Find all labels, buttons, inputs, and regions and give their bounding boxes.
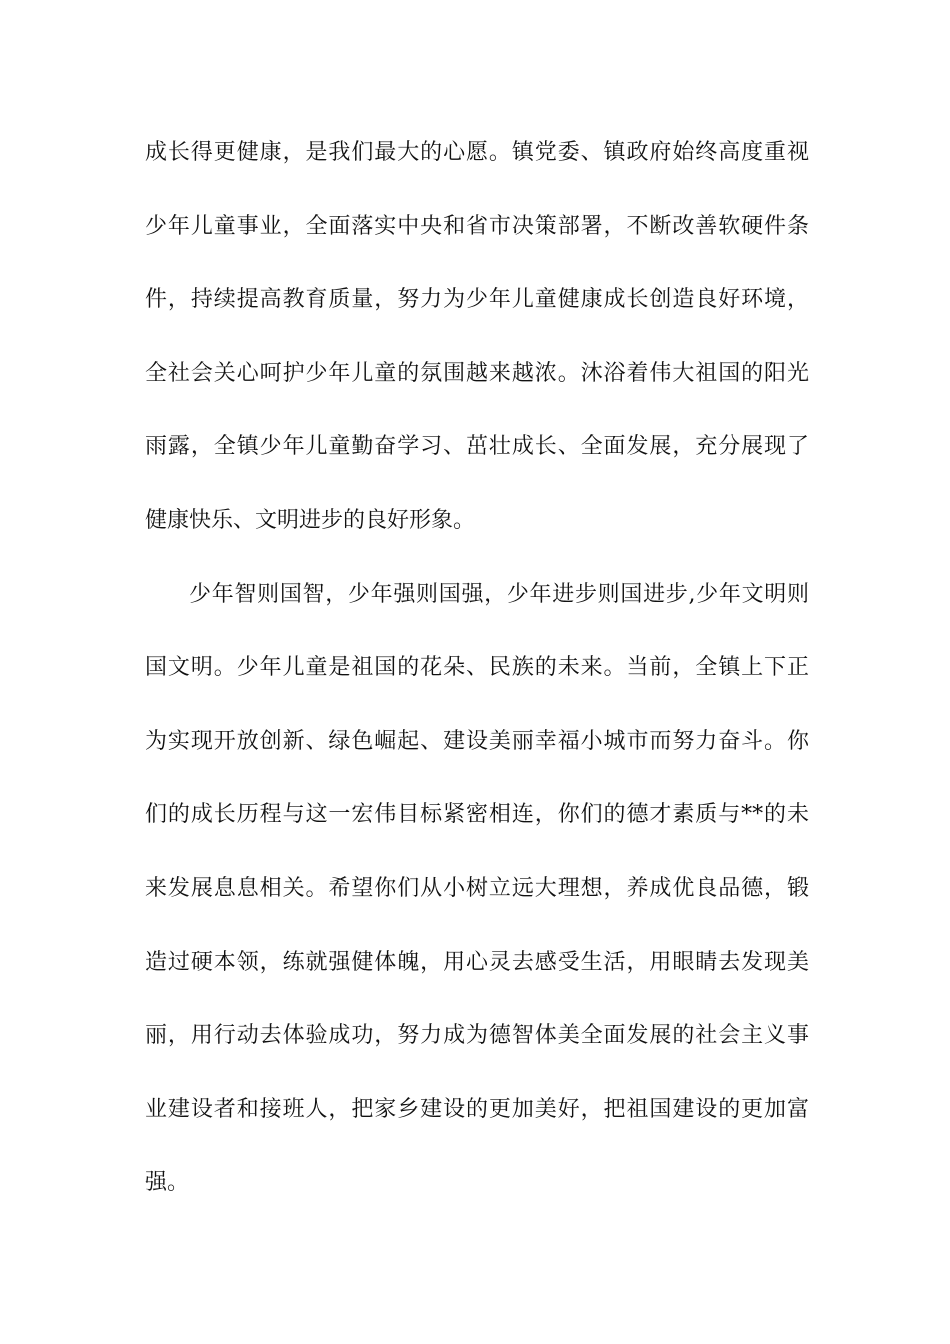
text-line: 强。	[145, 1170, 190, 1196]
text-line: 成长得更健康，是我们最大的心愿。镇党委、镇政府始终高度重视	[145, 140, 809, 165]
text-line: 造过硬本领，练就强健体魄，用心灵去感受生活，用眼睛去发现美	[145, 949, 809, 975]
text-line: 国文明。少年儿童是祖国的花朵、民族的未来。当前，全镇上下正	[145, 655, 809, 681]
text-line: 业建设者和接班人，把家乡建设的更加美好，把祖国建设的更加富	[145, 1096, 809, 1122]
paragraph-first-line: 少年智则国智，少年强则国强，少年进步则国进步,少年文明则	[189, 581, 809, 607]
document-body	[145, 130, 809, 1234]
text-line: 雨露，全镇少年儿童勤奋学习、茁壮成长、全面发展，充分展现了	[145, 434, 809, 460]
text-line: 丽，用行动去体验成功，努力成为德智体美全面发展的社会主义事	[145, 1023, 809, 1049]
text-line: 来发展息息相关。希望你们从小树立远大理想，养成优良品德，锻	[145, 875, 809, 901]
text-line: 少年儿童事业，全面落实中央和省市决策部署，不断改善软硬件条	[145, 213, 809, 239]
text-line: 全社会关心呵护少年儿童的氛围越来越浓。沐浴着伟大祖国的阳光	[145, 360, 809, 386]
text-line: 件，持续提高教育质量，努力为少年儿童健康成长创造良好环境，	[145, 287, 809, 313]
text-line: 健康快乐、文明进步的良好形象。	[145, 507, 476, 533]
text-line: 们的成长历程与这一宏伟目标紧密相连，你们的德才素质与**的未	[145, 802, 809, 828]
text-line: 为实现开放创新、绿色崛起、建设美丽幸福小城市而努力奋斗。你	[145, 728, 809, 754]
